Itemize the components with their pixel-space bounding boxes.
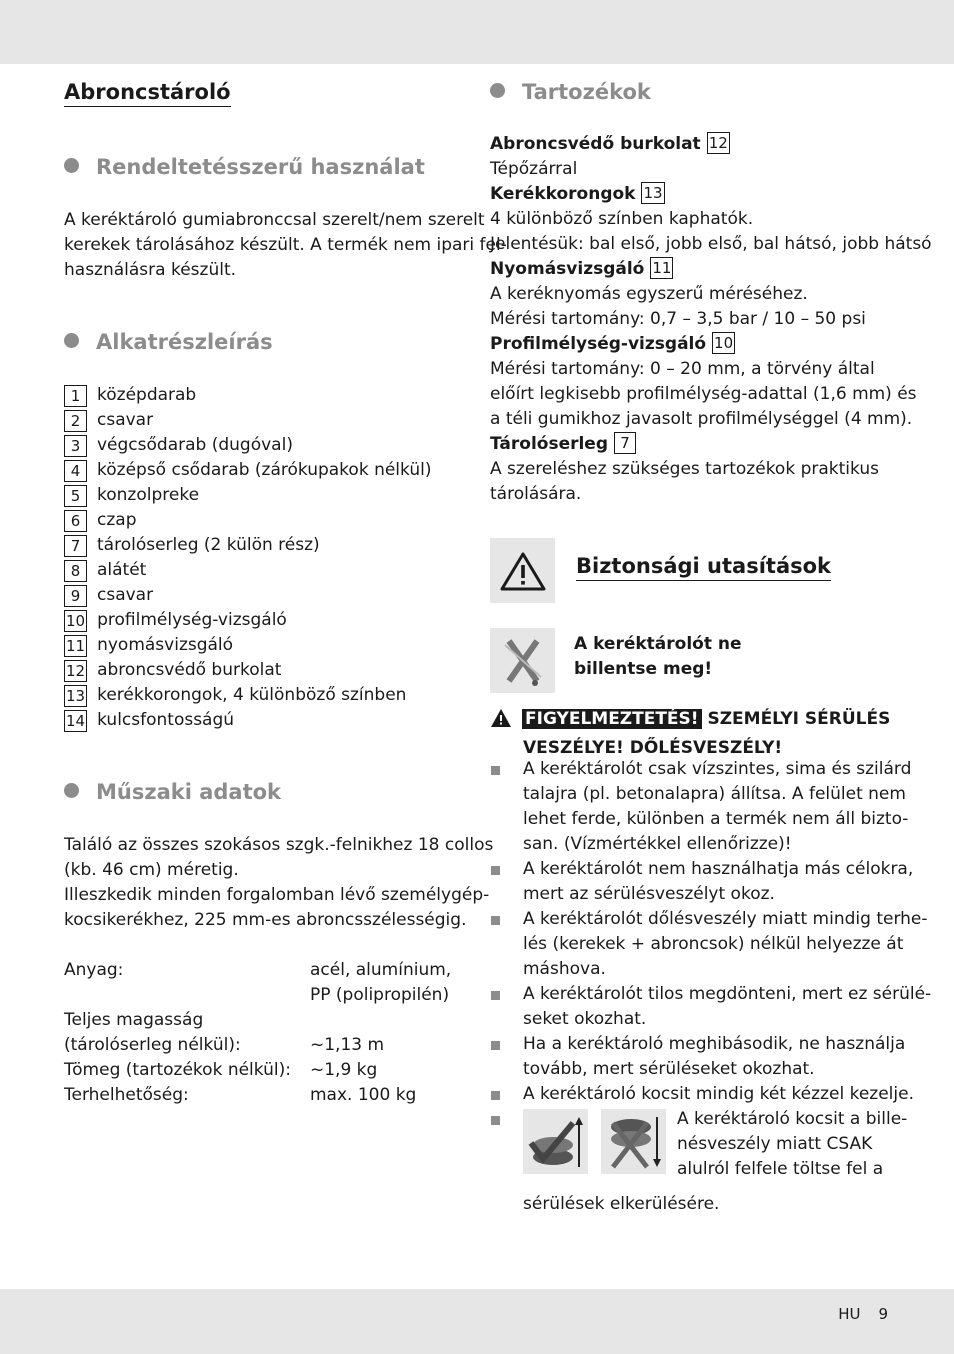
- list-item: A keréktároló kocsit mindig két kézzel kezelje.: [490, 1082, 890, 1107]
- list-item: Ha a keréktároló meghibásodik, ne használja tovább, mert sérüléseket okozhat.: [490, 1032, 890, 1082]
- section-bullet-icon: [64, 783, 79, 798]
- list-item: 7 tárolóserleg (2 külön rész): [64, 533, 431, 558]
- bullet-square-icon: [491, 991, 500, 1000]
- list-item: 6 czap: [64, 508, 431, 533]
- bullet-square-icon: [491, 1041, 500, 1050]
- accessory-name: Abroncsvédő burkolat 12: [490, 134, 728, 154]
- warning-triangle-icon: [490, 538, 555, 603]
- warning-small-icon: [490, 708, 512, 736]
- bullet-square-icon: [491, 1091, 500, 1100]
- accessory-name: Nyomásvizsgáló 11: [490, 259, 672, 279]
- section-bullet-icon: [64, 333, 79, 348]
- list-item: 13 kerékkorongok, 4 különböző színben: [66, 685, 407, 705]
- list-item: A keréktárolót dőlésveszély miatt mindig terhe- lés (kerekek + abroncsok) nélkül helyezze át máshova.: [490, 907, 890, 982]
- intended-use-heading: Rendeltetésszerű használat: [64, 155, 425, 180]
- list-item: 2 csavar: [64, 408, 431, 433]
- list-item: 1 középdarab: [64, 383, 431, 408]
- list-item: [490, 1107, 908, 1192]
- parts-heading: Alkatrészleírás: [64, 330, 273, 355]
- list-item: 10 profilmélység-vizsgáló: [66, 610, 287, 630]
- bullet-square-icon: [491, 916, 500, 925]
- accessories-heading: Tartozékok: [490, 80, 651, 105]
- tilt-warning-text: A keréktárolót ne billentse meg!: [574, 634, 742, 679]
- list-item: 5 konzolpreke: [64, 483, 431, 508]
- language-code: HU: [838, 1305, 861, 1323]
- page-footer: [820, 1305, 888, 1323]
- accessories-list: Abroncsvédő burkolat 12 Tépőzárral Kerékkorongok 13 4 különböző színben kaphatók. Jelentésük: bal első, jobb első, bal hátsó, jobb hátsó Nyomásvizsgáló 11 A keréknyomás egyszerű méréséhez. Mérési tartomány: 0,7 – 3,5 bar / 10 – 50 psi Profilmélység-vizsgáló 10 Mérési tartomány: 0 – 20 mm, a törvény által előírt legkisebb profilmélység-adattal (1,6 mm) és a téli gumikhoz javasolt profilmélységgel (4 mm). Tárolóserleg 7 A szereléshez szükséges tartozékok praktikus tárolására.: [490, 134, 932, 504]
- page-number: 9: [878, 1305, 888, 1323]
- safety-heading: Biztonsági utasítások: [576, 554, 831, 581]
- bullet-square-icon: [491, 766, 500, 775]
- section-bullet-icon: [64, 158, 79, 173]
- footer-band: [0, 1289, 954, 1354]
- image-bullet-text: A keréktároló kocsit a bille- nésveszély miatt CSAK alulról felfele töltse fel a: [677, 1109, 908, 1179]
- image-bullet-last-line: sérülések elkerülésére.: [523, 1194, 720, 1214]
- no-tilt-icon: [490, 628, 555, 693]
- safety-bullet-list: [490, 757, 932, 1217]
- bullet-square-icon: [491, 866, 500, 875]
- tech-text: Találó az összes szokásos szgk.-felnikhez 18 collos (kb. 46 cm) méretig. Illeszkedik minden forgalomban lévő személygép- kocsikerékhez, 225 mm-es abroncsszélességig.: [64, 835, 494, 930]
- list-item: 12 abroncsvédő burkolat: [66, 660, 282, 680]
- tech-heading: Műszaki adatok: [64, 780, 281, 805]
- spec-table: Anyag: acél, alumínium, PP (polipropilén) Teljes magasság (tárolóserleg nélkül): ~1,13 m Tömeg (tartozékok nélkül): ~1,9 kg Terhelhetőség: max. 100 kg: [64, 960, 452, 1105]
- list-item: A keréktárolót tilos megdönteni, mert ez sérülé- seket okozhat.: [490, 982, 890, 1032]
- list-item: 9 csavar: [64, 583, 431, 608]
- accessory-name: Kerékkorongok 13: [490, 184, 663, 204]
- bullet-square-icon: [491, 1116, 500, 1125]
- list-item: 3 végcsődarab (dugóval): [64, 433, 431, 458]
- list-item: 4 középső csődarab (zárókupakok nélkül): [64, 458, 431, 483]
- load-upward-check-icon: [523, 1109, 588, 1174]
- intended-use-text: A keréktároló gumiabronccsal szerelt/nem szerelt kerekek tárolásához készült. A termék nem ipari fel- használásra készült.: [64, 210, 507, 280]
- list-item: 14 kulcsfontosságú: [66, 710, 235, 730]
- warning-line: FIGYELMEZTETÉS! SZEMÉLYI SÉRÜLÉS VESZÉLYE! DŐLÉSVESZÉLY!: [490, 707, 890, 761]
- list-item: 8 alátét: [64, 558, 431, 583]
- parts-list: [64, 383, 431, 733]
- document-title: Abroncstároló: [64, 80, 231, 107]
- section-bullet-icon: [490, 83, 505, 98]
- warning-tag: FIGYELMEZTETÉS!: [522, 709, 702, 729]
- accessory-name: Tárolóserleg 7: [490, 432, 932, 457]
- list-item: A keréktárolót csak vízszintes, sima és szilárd talajra (pl. betonalapra) állítsa. A felület nem lehet ferde, különben a termék nem áll bizto- san. (Vízmértékkel ellenőrizze)!: [490, 757, 890, 857]
- list-item: 11 nyomásvizsgáló: [66, 635, 234, 655]
- load-downward-cross-icon: [601, 1109, 666, 1174]
- accessory-name: Profilmélység-vizsgáló 10: [490, 334, 734, 354]
- header-band: [0, 0, 954, 64]
- list-item: A keréktárolót nem használhatja más célokra, mert az sérülésveszélyt okoz.: [490, 857, 890, 907]
